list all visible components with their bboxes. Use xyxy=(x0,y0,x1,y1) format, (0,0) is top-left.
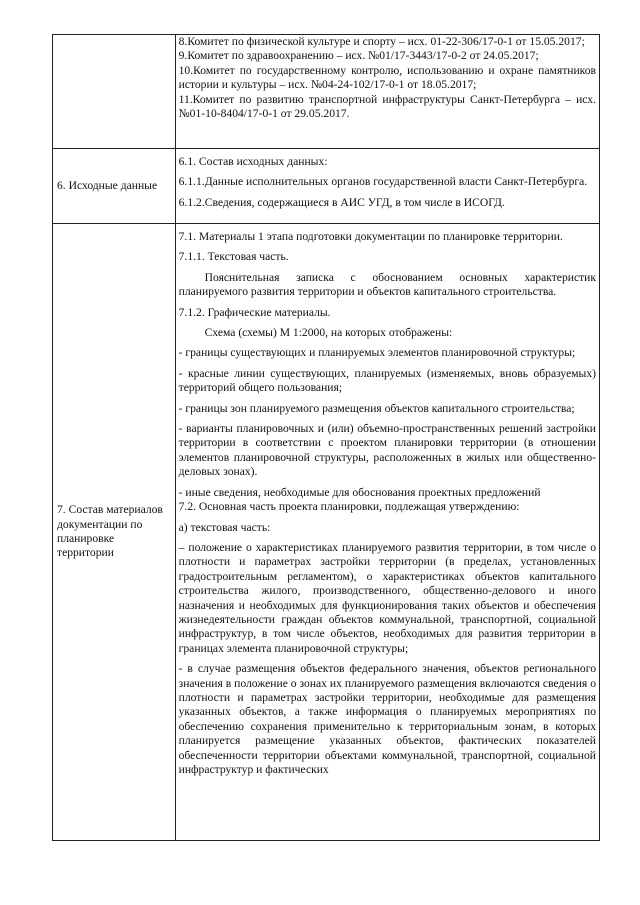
materials-para-7-1-2: 7.1.2. Графические материалы. xyxy=(178,305,331,319)
materials-para-scheme: Схема (схемы) М 1:2000, на которых отображены: xyxy=(204,326,453,340)
materials-para-7-1: 7.1. Материалы 1 этапа подготовки документации по планировке территории. xyxy=(178,230,563,243)
materials-para-7-2: 7.2. Основная часть проекта планировки, подлежащая утверждению: xyxy=(178,500,520,514)
initial-data-item-1: 6.1.1.Данные исполнительных органов государственной власти Санкт-Петербурга. xyxy=(178,175,588,189)
materials-para-explanatory-note: Пояснительная записка с обоснованием основных характеристик планируемого развития территории и объектов капитального строительства. xyxy=(178,270,596,299)
materials-para-characteristics: – положение о характеристиках планируемого развития территории, в том числе о плотности и параметрах застройки территории (в пределах, установленных градостроительным регламентом), о характеристиках объектов капитального строительства жилого, производственного, общественно-делового и иного назначения и необходимых для функционирования таких объектов и обеспечения жизнедеятельности граждан объектов коммунальной, транспортной, социальной инфраструктур, в том числе объектов, необходимых для развития территории в границах элемента планировочной структуры; xyxy=(178,540,596,655)
source-item-10: 10.Комитет по государственному контролю, использованию и охране памятников истории и культуры – исх. №04-24-102/17-0-1 от 18.05.2017; xyxy=(178,63,596,92)
materials-bullet-red-lines: - красные линии существующих, планируемых (изменяемых, вновь образуемых) территорий общего пользования; xyxy=(178,366,596,395)
materials-bullet-boundaries: - границы существующих и планируемых элементов планировочной структуры; xyxy=(178,346,576,360)
materials-bullet-other: - иные сведения, необходимые для обоснования проектных предложений xyxy=(178,485,541,499)
materials-para-7-1-1: 7.1.1. Текстовая часть. xyxy=(178,250,289,264)
materials-bullet-variants: - варианты планировочных и (или) объемно-пространственных решений застройки территории в соответствии с проектом планировки территории (в отношении элементов планировочной структуры, расположенных в жилых или общественно-деловых зонах). xyxy=(178,422,596,479)
materials-para-federal-objects: - в случае размещения объектов федерального значения, объектов регионального значения в положение о зонах их планируемого размещения включаются сведения о плотности и параметрах застройки территории, необходимые для размещения указанных объектов, а также информация о планируемых мероприятиях по обеспечению сохранения применительно к территориальным зонам, в которых планируется размещение указанных объектов, фактических показателей обеспеченности территории объектами коммунальной, транспортной, социальной инфраструктур и фактических xyxy=(178,662,596,776)
row-label-cell xyxy=(53,35,176,149)
requirements-table xyxy=(52,34,600,841)
row-label-cell xyxy=(53,224,176,841)
source-item-11: 11.Комитет по развитию транспортной инфраструктуры Санкт-Петербурга – исх. №01-10-8404/17-0-1 от 29.05.2017. xyxy=(178,92,596,121)
row-label-cell xyxy=(53,149,176,224)
initial-data-heading: 6.1. Состав исходных данных: xyxy=(178,155,328,168)
table-row-initial-data xyxy=(53,149,600,224)
row-content-cell xyxy=(175,224,599,841)
row-content-cell xyxy=(175,35,599,149)
table-row-sources xyxy=(53,35,600,149)
row-label-initial-data: 6. Исходные данные xyxy=(57,178,158,192)
initial-data-item-2: 6.1.2.Сведения, содержащиеся в АИС УГД, в том числе в ИСОГД. xyxy=(178,195,505,209)
materials-para-text-part: а) текстовая часть: xyxy=(178,520,271,534)
row-content-cell xyxy=(175,149,599,224)
materials-bullet-zones: - границы зон планируемого размещения объектов капитального строительства; xyxy=(178,401,575,415)
source-item-9: 9.Комитет по здравоохранению – исх. №01/17-3443/17-0-2 от 24.05.2017; xyxy=(178,49,539,63)
source-item-8: 8.Комитет по физической культуре и спорту – исх. 01-22-306/17-0-1 от 15.05.2017; xyxy=(178,35,585,48)
table-row-materials xyxy=(53,224,600,841)
row-label-materials: 7. Состав материалов документации по планировке территории xyxy=(57,503,163,560)
